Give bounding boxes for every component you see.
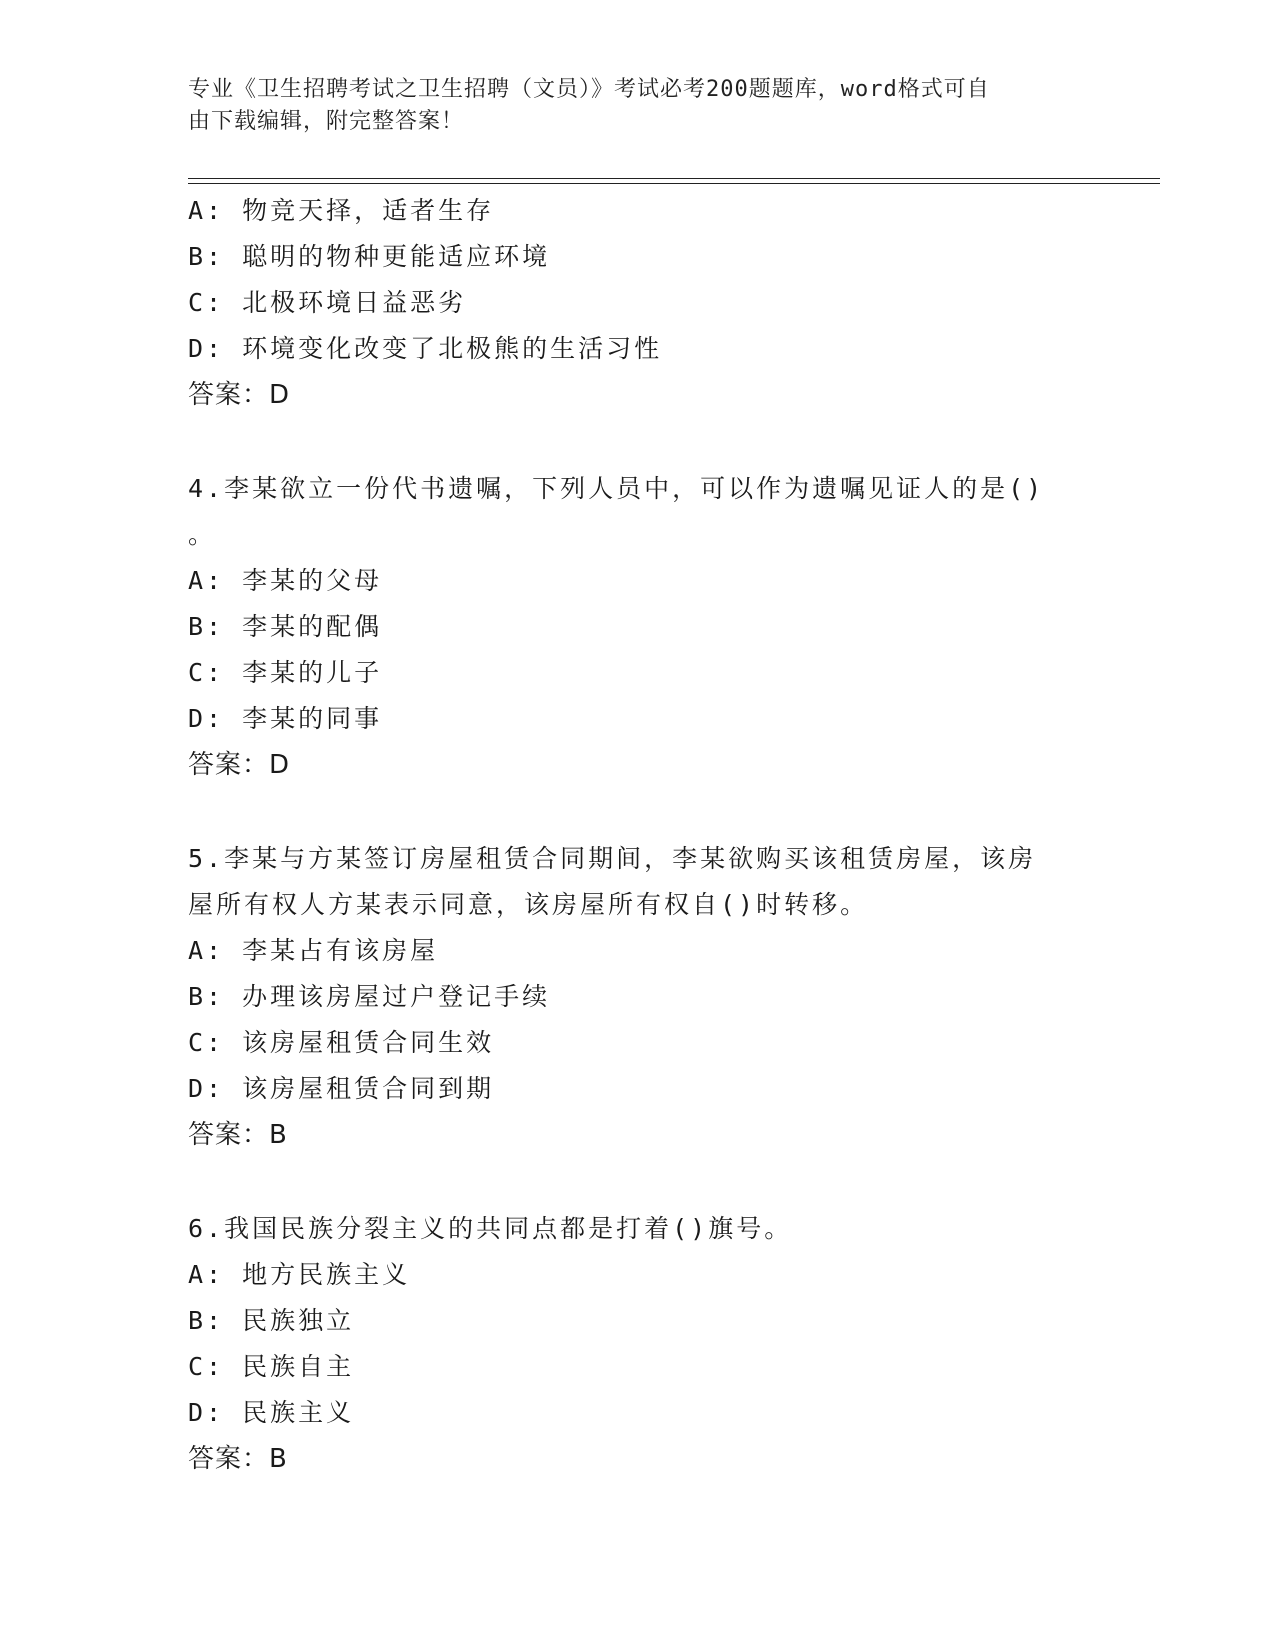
question-stem-line: 5.李某与方某签订房屋租赁合同期间，李某欲购买该租赁房屋，该房: [188, 844, 1037, 873]
question-block-6: [188, 1206, 1088, 1482]
option-d: D: 李某的同事: [188, 704, 383, 733]
option-d: D: 民族主义: [188, 1398, 355, 1427]
option-a: A: 物竞天择，适者生存: [188, 196, 495, 225]
header-divider-top: [188, 178, 1160, 179]
header-line-2: 由下载编辑，附完整答案！: [188, 109, 465, 134]
option-c: C: 该房屋租赁合同生效: [188, 1028, 495, 1057]
option-d: D: 环境变化改变了北极熊的生活习性: [188, 334, 663, 363]
header-divider-bottom: [188, 183, 1160, 184]
spacer: [188, 788, 1088, 836]
option-c: C: 民族自主: [188, 1352, 355, 1381]
option-b: B: 民族独立: [188, 1306, 355, 1335]
option-c: C: 李某的儿子: [188, 658, 383, 687]
question-block-4: [188, 466, 1088, 788]
question-stem-line: 。: [188, 520, 217, 549]
question-stem-line: 屋所有权人方某表示同意，该房屋所有权自()时转移。: [188, 890, 869, 919]
question-stem-line: 4.李某欲立一份代书遗嘱，下列人员中，可以作为遗嘱见证人的是(): [188, 474, 1045, 503]
question-content: [188, 188, 1088, 1482]
question-stem-line: 6.我国民族分裂主义的共同点都是打着()旗号。: [188, 1214, 793, 1243]
option-a: A: 李某占有该房屋: [188, 936, 439, 965]
option-b: B: 李某的配偶: [188, 612, 383, 641]
option-a: A: 地方民族主义: [188, 1260, 411, 1289]
answer-line: 答案：D: [188, 750, 291, 780]
question-block-3: [188, 188, 1088, 418]
answer-line: 答案：D: [188, 380, 291, 410]
header-line-1: 专业《卫生招聘考试之卫生招聘（文员）》考试必考200题题库，word格式可自: [188, 77, 990, 102]
spacer: [188, 418, 1088, 466]
spacer: [188, 1158, 1088, 1206]
answer-line: 答案：B: [188, 1444, 288, 1474]
answer-line: 答案：B: [188, 1120, 288, 1150]
question-block-5: [188, 836, 1088, 1158]
option-d: D: 该房屋租赁合同到期: [188, 1074, 495, 1103]
option-b: B: 办理该房屋过户登记手续: [188, 982, 551, 1011]
option-b: B: 聪明的物种更能适应环境: [188, 242, 551, 271]
option-c: C: 北极环境日益恶劣: [188, 288, 467, 317]
document-header: [188, 74, 1068, 138]
option-a: A: 李某的父母: [188, 566, 383, 595]
